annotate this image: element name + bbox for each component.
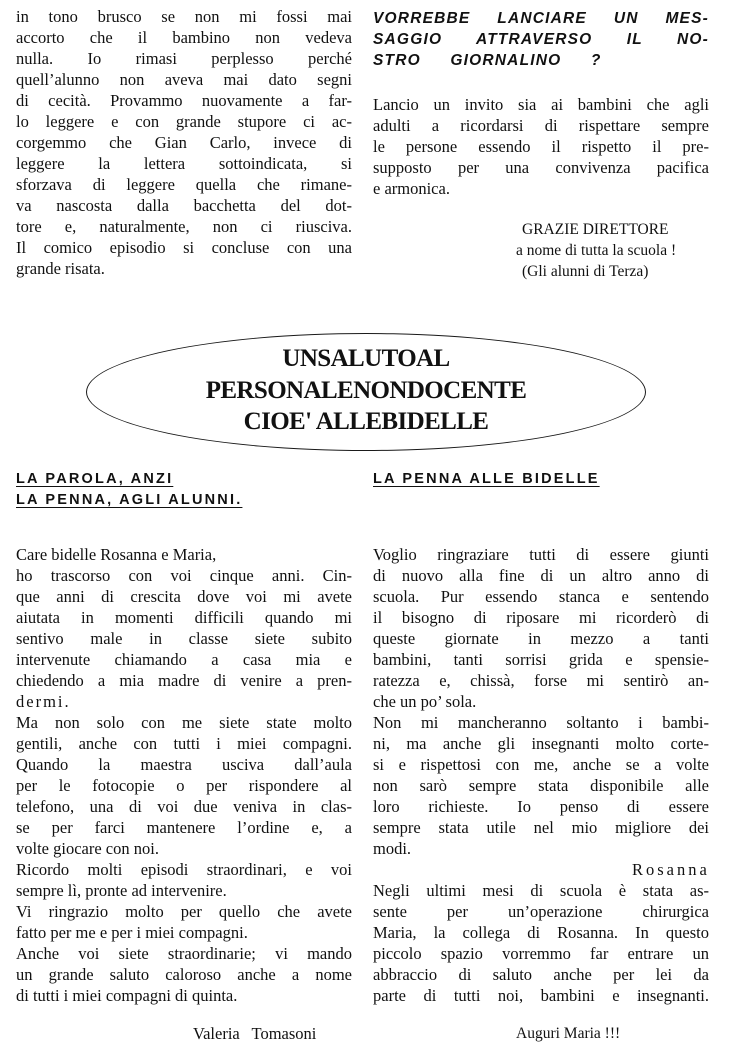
text-line: grande risata. bbox=[16, 259, 105, 278]
article-title: LA PAROLA, ANZI bbox=[16, 471, 174, 487]
banner-heading-line: UNSALUTOAL bbox=[282, 345, 450, 372]
text-line: sempre stata utile nel mio migliore dei bbox=[373, 818, 709, 837]
text-line: ni, ma anche gli insegnanti molto corte- bbox=[373, 734, 709, 753]
text-line: sente per un’operazione chirurgica bbox=[373, 902, 709, 921]
text-line: fatto per me e per i miei compagni. bbox=[16, 923, 248, 942]
text-line: gentili, anche con tutti i miei compagni. bbox=[16, 734, 352, 753]
text-line: un grande saluto caloroso anche a nome bbox=[16, 965, 352, 984]
text-line: tore e, naturalmente, non ci riusciva. bbox=[16, 217, 352, 236]
text-line: in tono brusco se non mi fossi mai bbox=[16, 7, 352, 26]
text-line: chiedendo a mia madre di venire a pren- bbox=[16, 671, 352, 690]
signature: Valeria Tomasoni bbox=[193, 1024, 317, 1043]
closing-line: Auguri Maria !!! bbox=[516, 1025, 621, 1042]
text-line: corgemmo che Gian Carlo, invece di bbox=[16, 133, 352, 152]
text-line: volte giocare con noi. bbox=[16, 839, 159, 858]
text-line: Negli ultimi mesi di scuola è stata as- bbox=[373, 881, 709, 900]
signature-line: (Gli alunni di Terza) bbox=[522, 263, 649, 280]
text-line: di nuovo alla fine di un altro anno di bbox=[373, 566, 709, 585]
text-line: di tutti i miei compagni di quinta. bbox=[16, 986, 238, 1005]
text-line: di cecità. Provammo nuovamente a far- bbox=[16, 91, 352, 110]
text-line: va nascosta dalla bacchetta del dot- bbox=[16, 196, 352, 215]
text-line: Care bidelle Rosanna e Maria, bbox=[16, 545, 217, 564]
text-line: che un po’ sola. bbox=[373, 692, 477, 711]
text-line: parte di tutti noi, bambini e insegnanti. bbox=[373, 986, 709, 1005]
text-line: abbraccio di saluto anche per lei da bbox=[373, 965, 709, 984]
signature: Rosanna bbox=[632, 860, 710, 879]
text-line: telefono, una di voi due veniva in clas- bbox=[16, 797, 352, 816]
text-line: Vi ringrazio molto per quello che avete bbox=[16, 902, 352, 921]
text-line: lo leggere e con grande stupore ci ac- bbox=[16, 112, 352, 131]
text-line: per le fotocopie o per rispondere al bbox=[16, 776, 352, 795]
text-line: Non mi mancheranno soltanto i bambi- bbox=[373, 713, 709, 732]
text-line: Ricordo molti episodi straordinari, e voi bbox=[16, 860, 352, 879]
text-line: Il comico episodio si concluse con una bbox=[16, 238, 352, 257]
article-title: LA PENNA, AGLI ALUNNI. bbox=[16, 492, 243, 508]
text-line: accorto che il bambino non vedeva bbox=[16, 28, 352, 47]
text-line: se per farci mantenere l’ordine e, a bbox=[16, 818, 352, 837]
text-line: modi. bbox=[373, 839, 412, 858]
text-line: le persone essendo il rispetto il pre- bbox=[373, 137, 709, 156]
text-line: intervenute chiamando a casa mia e bbox=[16, 650, 352, 669]
text-line: Anche voi siete straordinarie; vi mando bbox=[16, 944, 352, 963]
text-line: quell’alunno non aveva mai dato segni bbox=[16, 70, 352, 89]
text-line: bambini, tanti sorrisi grida e spensie- bbox=[373, 650, 709, 669]
text-line: scuola. Pur essendo stanca e sentendo bbox=[373, 587, 709, 606]
text-line: adulti a ricordarsi di rispettare sempre bbox=[373, 116, 709, 135]
text-line: Maria, la collega di Rosanna. In questo bbox=[373, 923, 709, 942]
question-heading-line: STRO GIORNALINO ? bbox=[373, 52, 602, 69]
text-line: leggere la lettera sottoindicata, si bbox=[16, 154, 352, 173]
banner-heading-line: CIOE' ALLEBIDELLE bbox=[243, 408, 489, 435]
article-title: LA PENNA ALLE BIDELLE bbox=[373, 471, 600, 487]
signature-line: GRAZIE DIRETTORE bbox=[522, 221, 669, 238]
text-line: Quando la maestra usciva dall’aula bbox=[16, 755, 352, 774]
text-line: Ma non solo con me siete state molto bbox=[16, 713, 352, 732]
text-line: e armonica. bbox=[373, 179, 450, 198]
text-line: Voglio ringraziare tutti di essere giunti bbox=[373, 545, 709, 564]
question-heading-line: SAGGIO ATTRAVERSO IL NO- bbox=[373, 31, 709, 48]
question-heading-line: VORREBBE LANCIARE UN MES- bbox=[373, 10, 709, 27]
text-line: aiutata in momenti difficili quando mi bbox=[16, 608, 352, 627]
text-line: piccolo spazio vorremmo far entrare un bbox=[373, 944, 709, 963]
text-line: sempre lì, pronte ad intervenire. bbox=[16, 881, 227, 900]
text-line: ho trascorso con voi cinque anni. Cin- bbox=[16, 566, 352, 585]
text-line: que anni di crescita dove voi mi avete bbox=[16, 587, 352, 606]
text-line: nulla. Io rimasi perplesso perché bbox=[16, 49, 352, 68]
text-line: il bisogno di riposare mi ricorderò di bbox=[373, 608, 709, 627]
text-line: supposto per una convivenza pacifica bbox=[373, 158, 709, 177]
text-line: loro richieste. Io penso di essere bbox=[373, 797, 709, 816]
text-line: Lancio un invito sia ai bambini che agli bbox=[373, 95, 709, 114]
text-line: ratezza e, chissà, forse mi sentirò an- bbox=[373, 671, 709, 690]
text-line: si e rispettosi con me, anche se a volte bbox=[373, 755, 709, 774]
text-line: sforzava di leggere quella che rimane- bbox=[16, 175, 352, 194]
text-line: queste giornate in mezzo a tanti bbox=[373, 629, 709, 648]
text-line: non sarò sempre stata disponibile alle bbox=[373, 776, 709, 795]
banner-heading-line: PERSONALENONDOCENTE bbox=[205, 377, 527, 404]
text-line: sentivo male in classe siete subito bbox=[16, 629, 352, 648]
signature-line: a nome di tutta la scuola ! bbox=[516, 242, 677, 259]
text-line: dermi. bbox=[16, 692, 71, 711]
